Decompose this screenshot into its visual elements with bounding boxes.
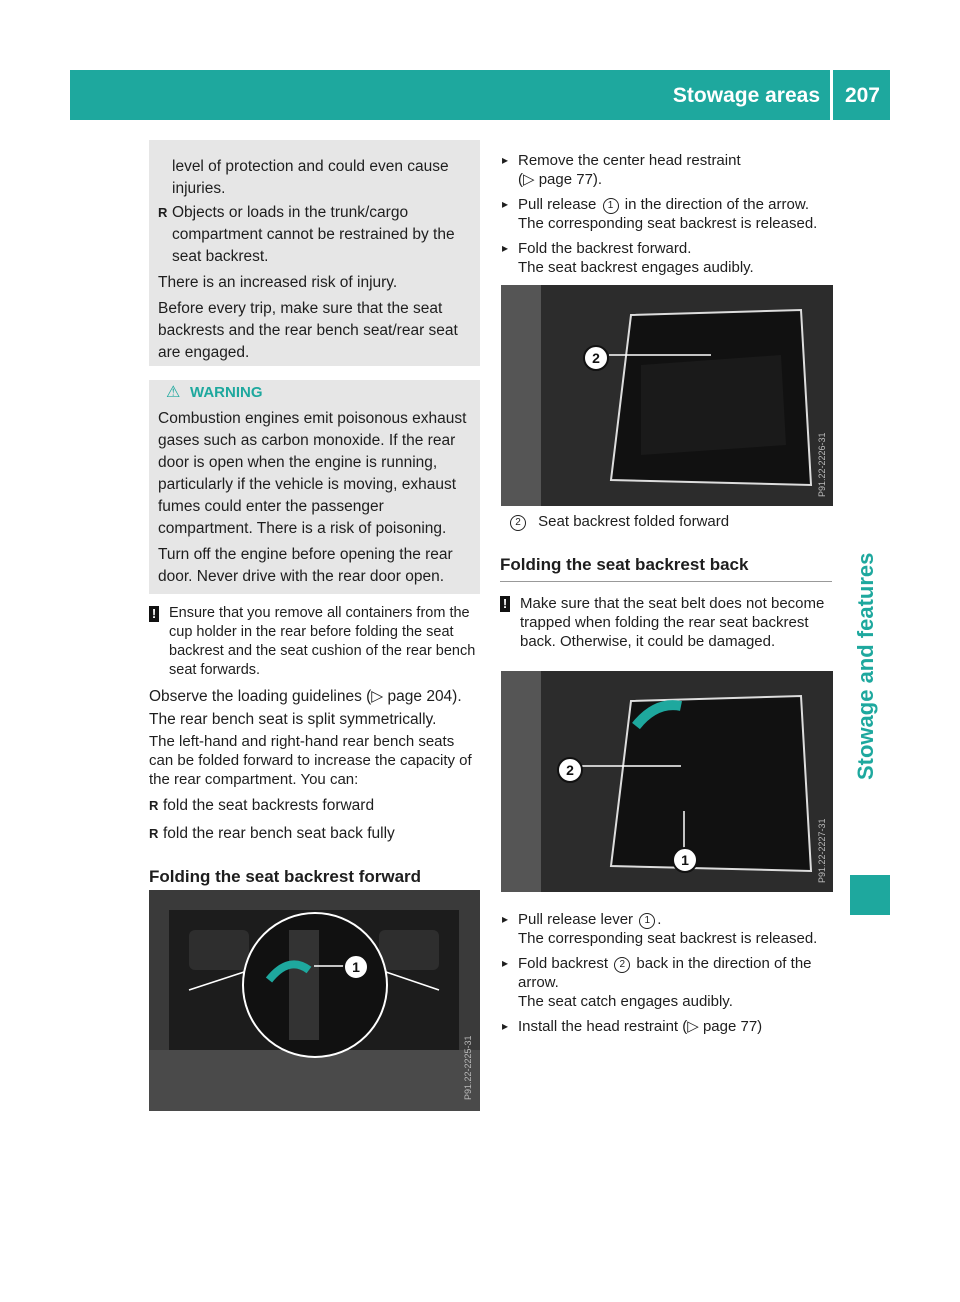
paragraph: There is an increased risk of injury. [158,274,398,291]
caution-text: Ensure that you remove all containers from the cup holder in the rear before folding the seat backrest and the seat cushion of the rear bench seat forwards. [169,605,476,678]
caution-note [149,604,480,680]
step-item: ▸ Remove the center head restraint (▷ page 77). [500,151,832,189]
section-heading: Folding the seat backrest forward [149,865,480,894]
image-code: P91.22-2227-31 [817,818,827,883]
bullet-item: R fold the rear bench seat back fully [149,823,480,845]
right-steps-2 [500,910,832,1036]
step-item: ▸ Fold backrest 2 back in the direction of the arrow. The seat catch engages audibly. [500,954,832,1011]
paragraph: Before every trip, make sure that the seat backrests and the rear bench seat/rear seat are engaged. [158,300,458,361]
header-divider [830,70,833,120]
paragraph: The rear bench seat is split symmetrically. [149,711,437,728]
callout-1: 1 [343,954,369,980]
warning-content [158,382,474,588]
callout-ref: 2 [510,515,526,531]
callout-ref: 2 [614,957,630,973]
caution-icon: ! [149,606,159,622]
paragraph: Observe the loading guidelines (▷ page 204). [149,688,462,705]
caution-text: Make sure that the seat belt does not become trapped when folding the rear seat backrest back. Otherwise, it could be damaged. [520,595,825,650]
right-steps-1 [500,151,832,277]
page-header [70,70,890,120]
image-code: P91.22-2226-31 [817,432,827,497]
paragraph: The left-hand and right-hand rear bench seats can be folded forward to increase the capacity of the rear compartment. You can: [149,733,472,788]
section-heading: Folding the seat backrest back [500,553,832,582]
right-body-2 [500,512,832,651]
left-body [149,604,480,894]
warning-title: WARNING [190,384,263,401]
step-item: ▸ Fold the backrest forward. The seat backrest engages audibly. [500,239,832,277]
callout-ref: 1 [603,198,619,214]
callout-2: 2 [557,757,583,783]
image-caption: 2 Seat backrest folded forward [500,512,832,531]
seat-folded-forward-image [501,285,833,506]
warning-text: Turn off the engine before opening the rear door. Never drive with the rear door open. [158,546,453,585]
bullet-item: R Objects or loads in the trunk/cargo compartment cannot be restrained by the seat backrest. [158,202,474,268]
callout-1: 1 [672,847,698,873]
continuation-text: level of protection and could even cause injuries. [172,158,449,197]
step-item: ▸ Pull release lever 1 . The corresponding seat backrest is released. [500,910,832,948]
chapter-marker [850,875,890,915]
seat-illustration [149,890,480,1111]
warning-text: Combustion engines emit poisonous exhaust gases such as carbon monoxide. If the rear door is open when the engine is running, particularly if the vehicle is moving, exhaust fumes could enter the passenger compartment. There is a risk of poisoning. [158,410,467,537]
callout-2: 2 [583,345,609,371]
seat-illustration [501,671,833,892]
seat-fold-back-image [501,671,833,892]
warning-triangle-icon: ⚠ [166,384,181,401]
caution-icon: ! [500,596,510,612]
seat-illustration [501,285,833,506]
bullet-item: R fold the seat backrests forward [149,795,480,817]
image-code: P91.22-2225-31 [463,1035,473,1100]
page-number: 207 [844,84,880,107]
caution-note [500,594,832,651]
step-item: ▸ Pull release 1 in the direction of the arrow. The corresponding seat backrest is released. [500,195,832,233]
section-title: Stowage areas [672,84,820,107]
seat-backrest-forward-image [149,890,480,1111]
chapter-side-label: Stowage and features [853,552,878,780]
warning-continuation [158,156,474,364]
step-item: ▸ Install the head restraint (▷ page 77) [500,1017,832,1036]
callout-ref: 1 [639,913,655,929]
